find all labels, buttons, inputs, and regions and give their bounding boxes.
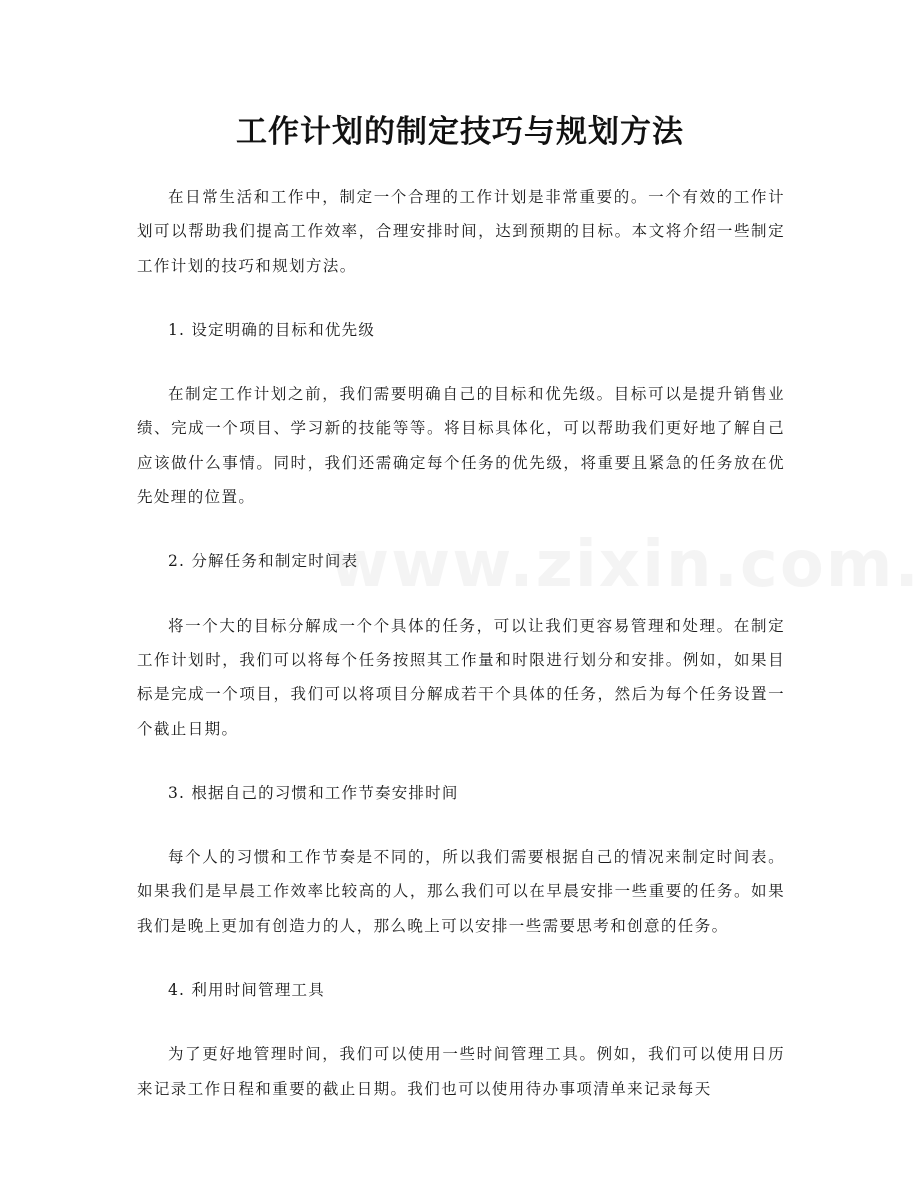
section-body-3: 每个人的习惯和工作节奏是不同的，所以我们需要根据自己的情况来制定时间表。如果我们是早晨工作效率比较高的人，那么我们可以在早晨安排一些重要的任务。如果我们是晚上更加有创造力的人，那么晚上可以安排一些需要思考和创意的任务。 [137, 848, 785, 935]
section-heading-1: 1. 设定明确的目标和优先级 [168, 320, 376, 339]
document-body [137, 180, 785, 1136]
section-heading-2: 2. 分解任务和制定时间表 [168, 552, 359, 571]
section-body-4: 为了更好地管理时间，我们可以使用一些时间管理工具。例如，我们可以使用日历来记录工作日程和重要的截止日期。我们也可以使用待办事项清单来记录每天 [137, 1045, 785, 1098]
section-body-2: 将一个大的目标分解成一个个具体的任务，可以让我们更容易管理和处理。在制定工作计划时，我们可以将每个任务按照其工作量和时限进行划分和安排。例如，如果目标是完成一个项目，我们可以将项目分解成若干个具体的任务，然后为每个任务设置一个截止日期。 [137, 616, 785, 738]
section-heading-3: 3. 根据自己的习惯和工作节奏安排时间 [168, 783, 459, 802]
section-heading-4: 4. 利用时间管理工具 [168, 981, 325, 1000]
document-title: 工作计划的制定技巧与规划方法 [236, 114, 684, 150]
intro-paragraph: 在日常生活和工作中，制定一个合理的工作计划是非常重要的。一个有效的工作计划可以帮助我们提高工作效率，合理安排时间，达到预期的目标。本文将介绍一些制定工作计划的技巧和规划方法。 [137, 188, 785, 275]
section-body-1: 在制定工作计划之前，我们需要明确自己的目标和优先级。目标可以是提升销售业绩、完成一个项目、学习新的技能等等。将目标具体化，可以帮助我们更好地了解自己应该做什么事情。同时，我们还需确定每个任务的优先级，将重要且紧急的任务放在优先处理的位置。 [137, 385, 785, 507]
